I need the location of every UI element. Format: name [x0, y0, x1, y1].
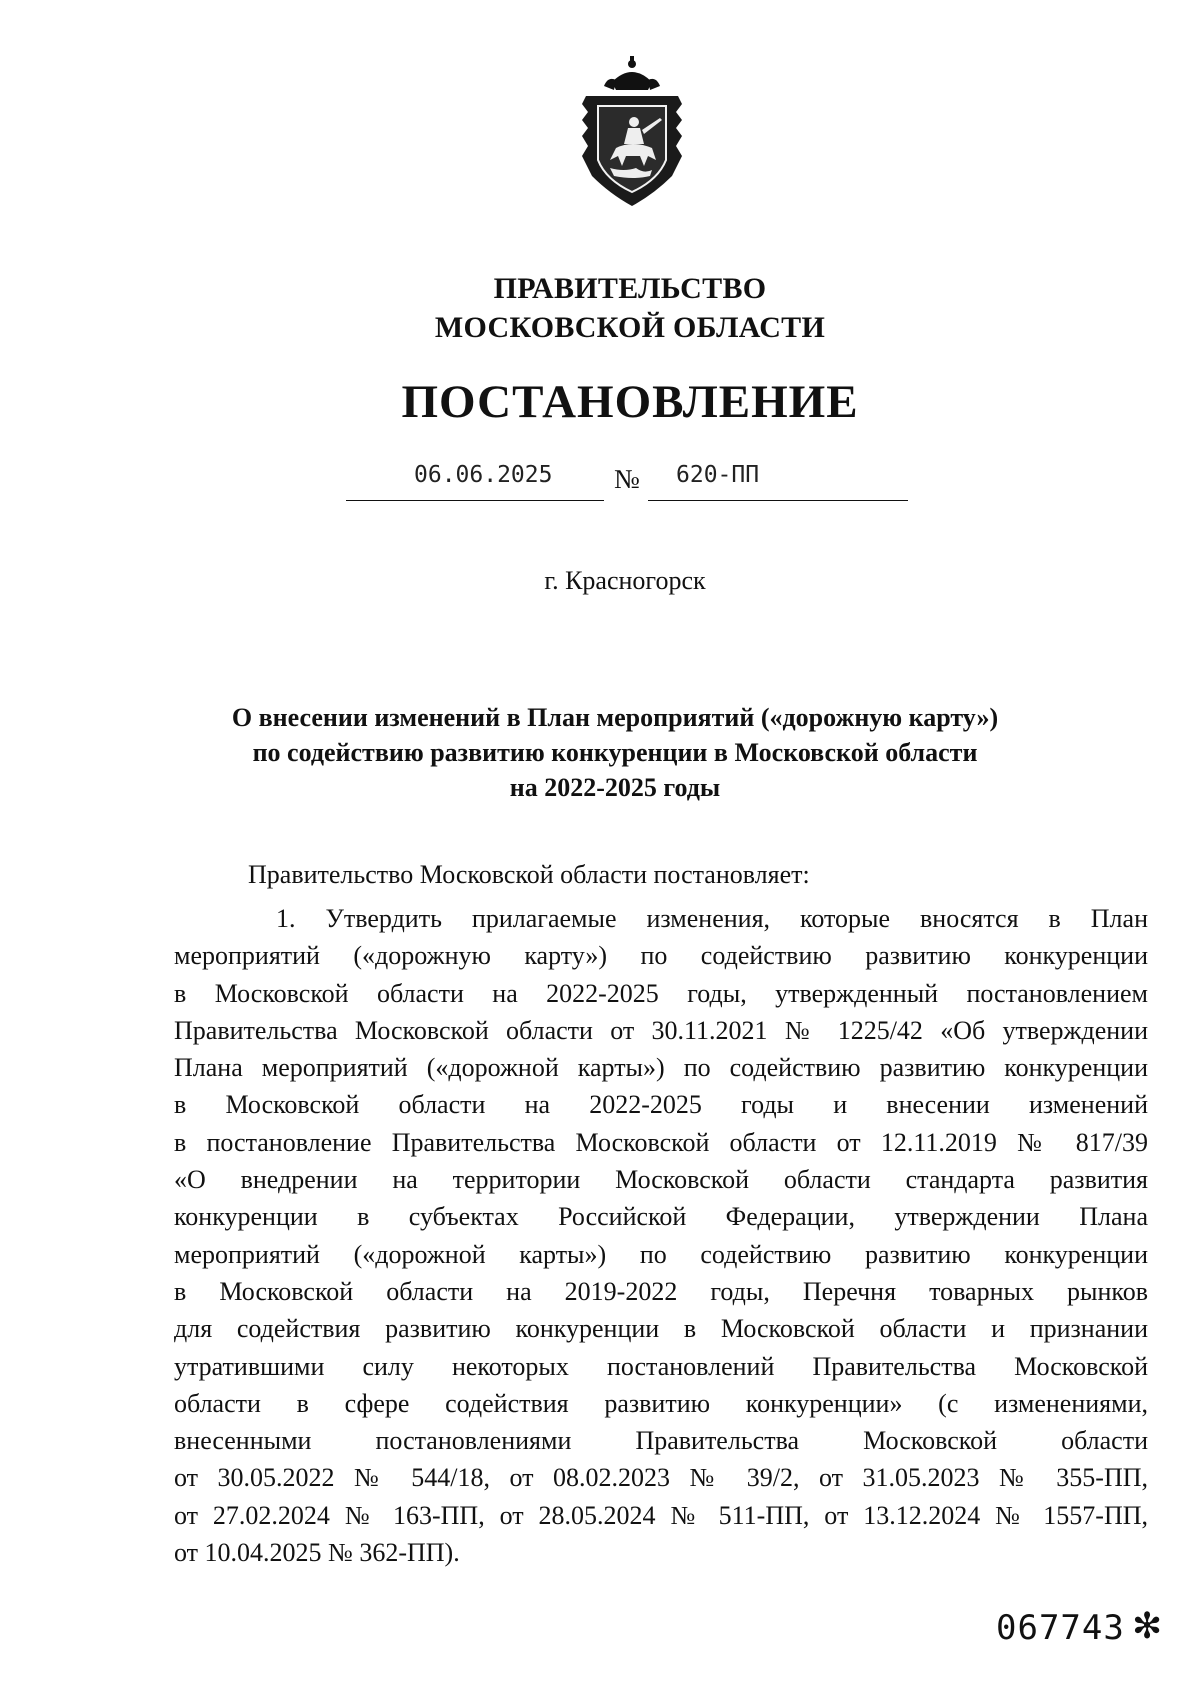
body-line: мероприятий («дорожной карты») по содействию развитию конкуренции: [174, 1239, 1148, 1269]
number-underline: [648, 500, 908, 501]
org-title-line1: ПРАВИТЕЛЬСТВО: [493, 272, 767, 305]
asterisk-mark-icon: ✻: [1132, 1606, 1163, 1647]
body-line: от 30.05.2022 № 544/18, от 08.02.2023 № 39/2, от 31.05.2023 № 355-ПП,: [174, 1463, 1148, 1493]
subject-line: на 2022-2025 годы: [509, 773, 721, 802]
body-line: 1. Утвердить прилагаемые изменения, которые вносятся в План: [276, 904, 1148, 933]
decree-date: 06.06.2025: [414, 462, 553, 488]
org-title-line2: МОСКОВСКОЙ ОБЛАСТИ: [434, 311, 826, 344]
city-line: г. Красногорск: [544, 566, 706, 595]
preamble: Правительство Московской области постановляет:: [248, 860, 810, 889]
body-line: Плана мероприятий («дорожной карты») по содействию развитию конкуренции: [174, 1053, 1148, 1083]
body-line: в Московской области на 2022-2025 годы, утвержденный постановлением: [174, 978, 1148, 1008]
decree-number-row: [346, 462, 906, 506]
document-type-title: ПОСТАНОВЛЕНИЕ: [401, 376, 859, 428]
body-line: мероприятий («дорожную карту») по содействию развитию конкуренции: [174, 941, 1148, 971]
body-line: утратившими силу некоторых постановлений Правительства Московской: [174, 1351, 1148, 1381]
body-line: области в сфере содействия развитию конкуренции» (с изменениями,: [174, 1388, 1148, 1418]
decree-subject: [0, 700, 1200, 805]
body-line: конкуренции в субъектах Российской Федерации, утверждении Плана: [174, 1202, 1148, 1232]
date-underline: [346, 500, 604, 501]
body-line: в Московской области на 2022-2025 годы и внесении изменений: [174, 1090, 1148, 1120]
body-line: Правительства Московской области от 30.11.2021 № 1225/42 «Об утверждении: [174, 1015, 1148, 1045]
body-line: в Московской области на 2019-2022 годы, Перечня товарных рынков: [174, 1276, 1148, 1306]
number-sign: №: [614, 464, 640, 494]
decree-body: [174, 900, 1148, 1571]
body-line: от 10.04.2025 № 362-ПП).: [174, 1538, 460, 1568]
form-serial-number: 067743: [996, 1608, 1125, 1648]
body-line: внесенными постановлениями Правительства Московской области: [174, 1426, 1148, 1456]
body-line: от 27.02.2024 № 163-ПП, от 28.05.2024 № 511-ПП, от 13.12.2024 № 1557-ПП,: [174, 1500, 1148, 1530]
body-line: для содействия развитию конкуренции в Московской области и признании: [174, 1314, 1148, 1344]
subject-line: О внесении изменений в План мероприятий («дорожную карту»): [231, 703, 999, 732]
subject-line: по содействию развитию конкуренции в Московской области: [252, 738, 978, 767]
body-line: в постановление Правительства Московской области от 12.11.2019 № 817/39: [174, 1127, 1148, 1157]
decree-number: 620-ПП: [676, 462, 760, 488]
coat-of-arms-icon: [564, 56, 700, 212]
body-line: «О внедрении на территории Московской области стандарта развития: [174, 1165, 1148, 1195]
